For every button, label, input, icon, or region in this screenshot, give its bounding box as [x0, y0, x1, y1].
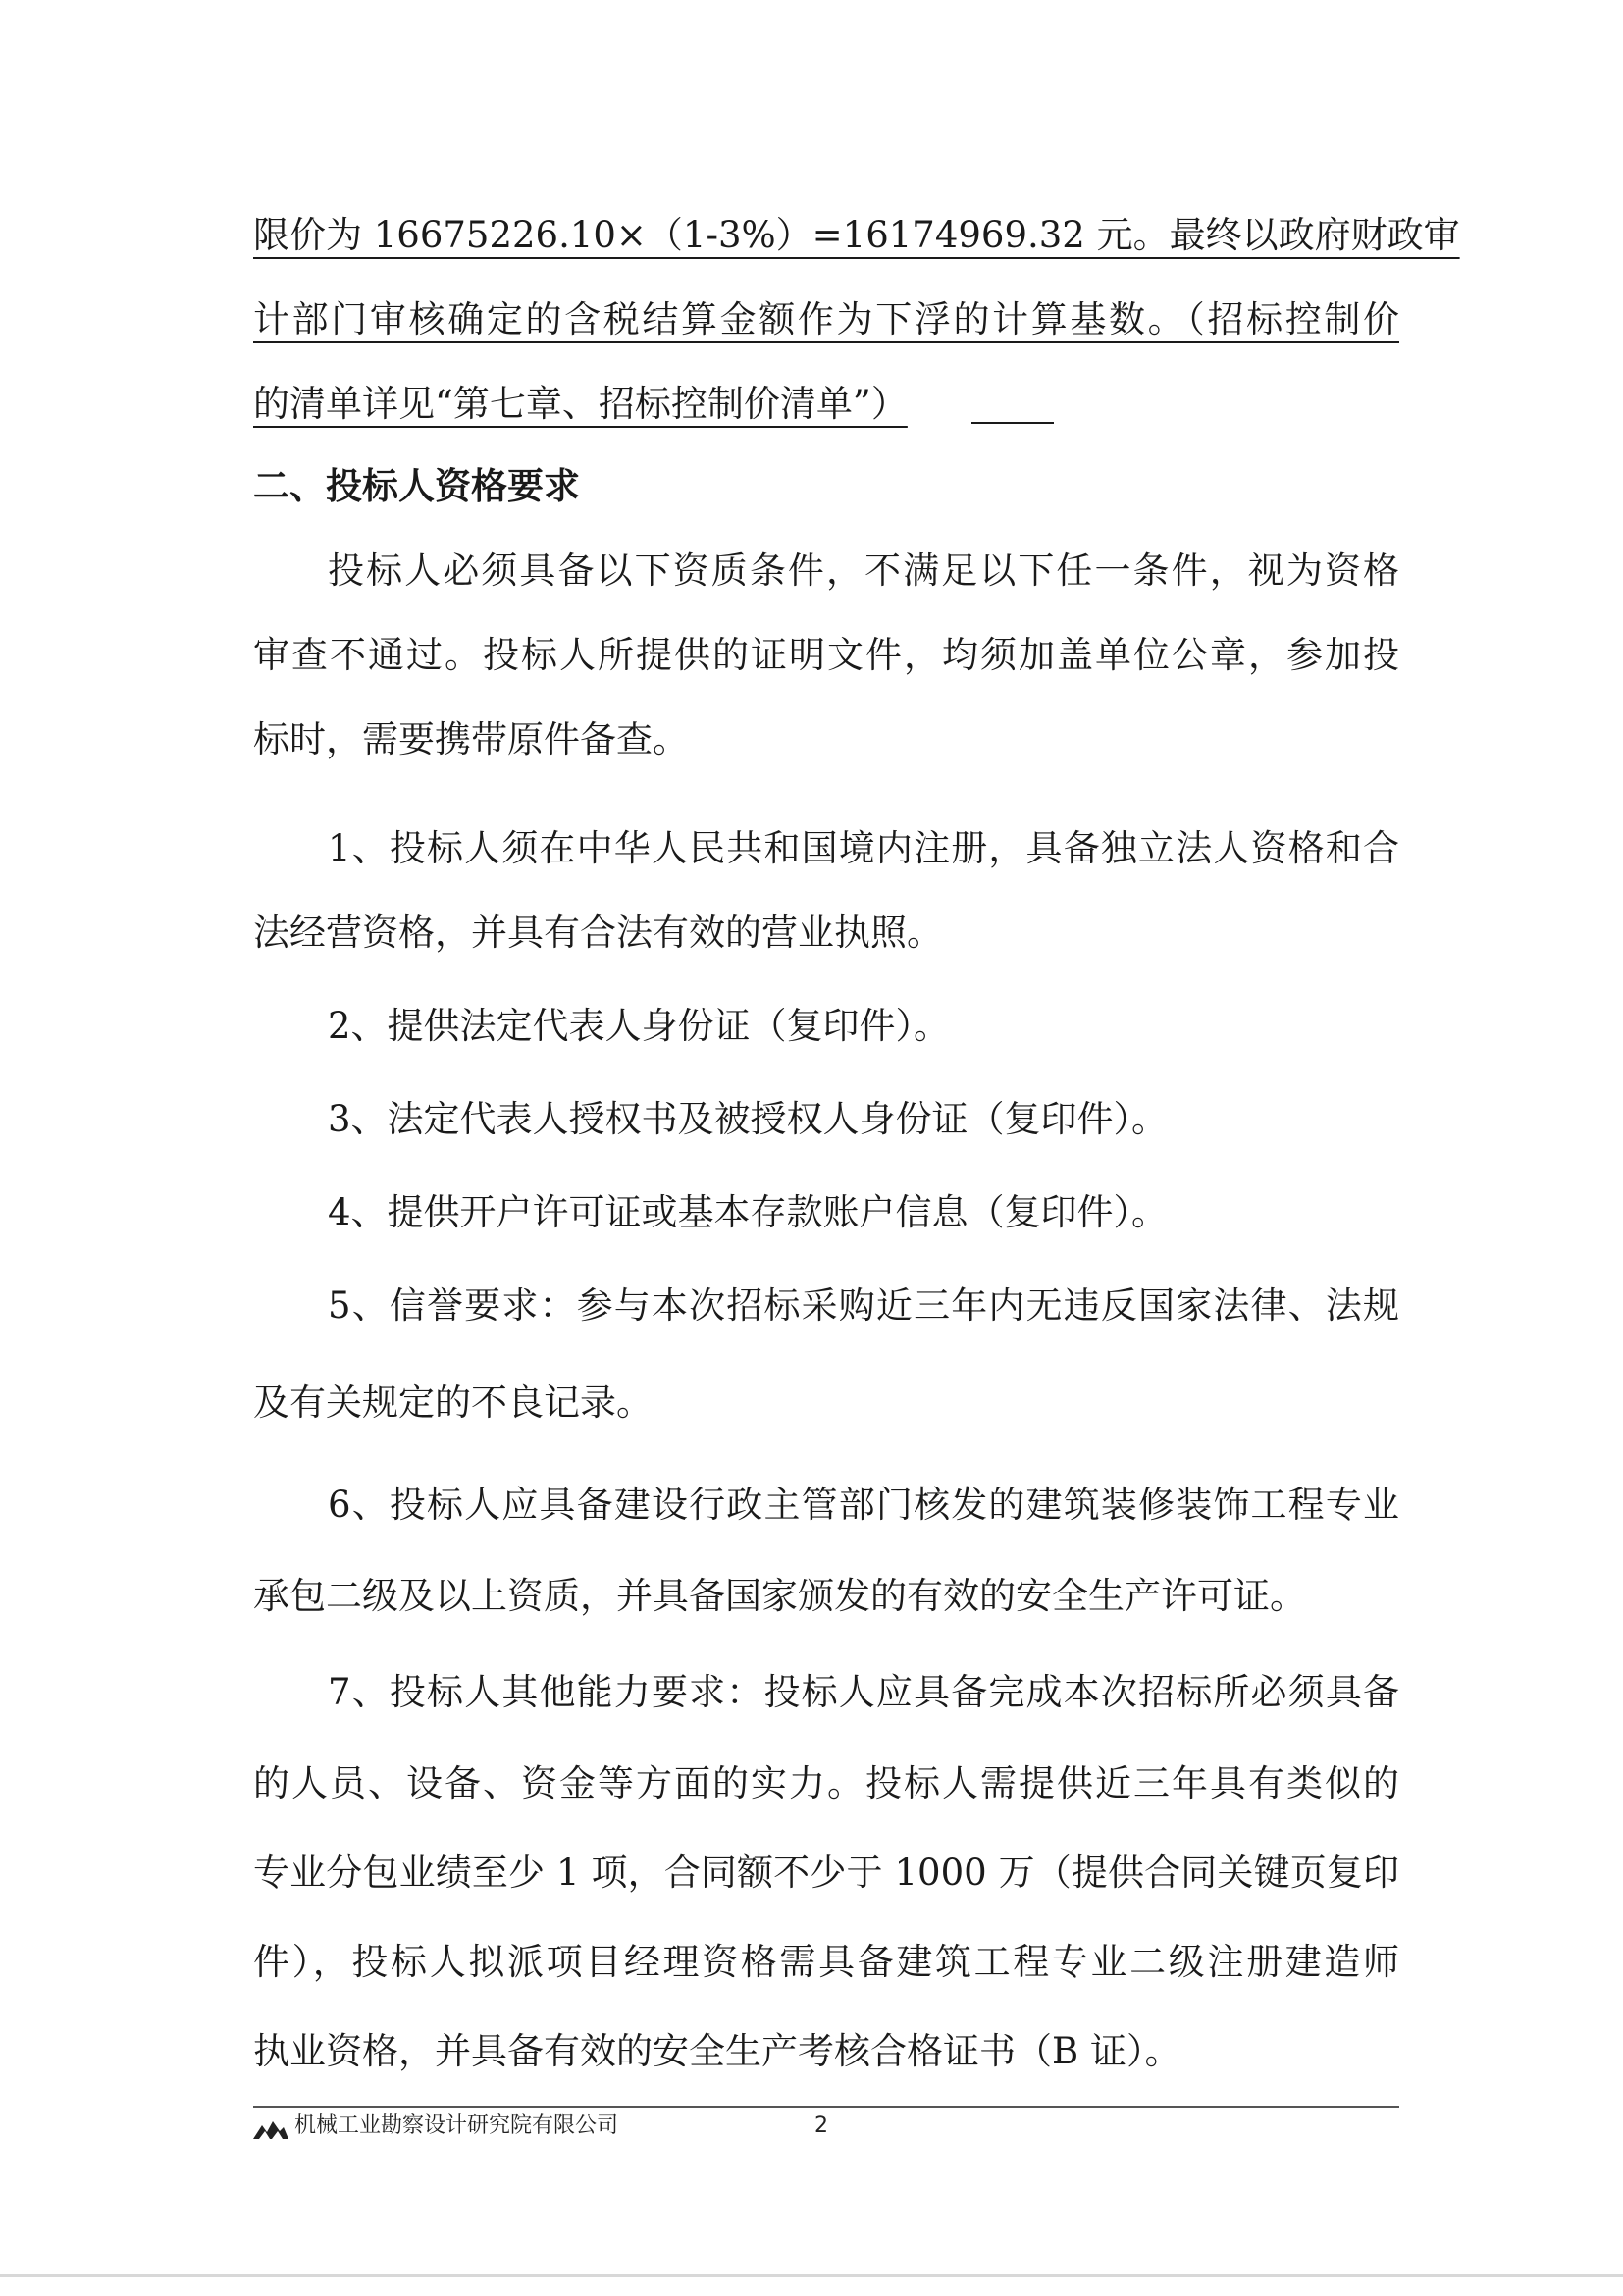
page-number: 2 [814, 2113, 828, 2138]
paragraph-line: 限价为 16675226.10×（1-3%）=16174969.32 元。最终以政府财政审 [253, 214, 1460, 256]
scan-edge [0, 2274, 1623, 2277]
underline-blank [971, 422, 1054, 424]
list-item: 4、提供开户许可证或基本存款账户信息（复印件）。 [328, 1191, 1169, 1233]
paragraph-line: 计部门审核确定的含税结算金额作为下浮的计算基数。（招标控制价 [253, 298, 1399, 340]
paragraph-line: 投标人必须具备以下资质条件，不满足以下任一条件，视为资格 [328, 549, 1399, 592]
footer-company [253, 2110, 618, 2143]
section-heading: 二、投标人资格要求 [253, 465, 580, 507]
list-item: 5、信誉要求：参与本次招标采购近三年内无违反国家法律、法规 [328, 1284, 1399, 1327]
list-item: 3、法定代表人授权书及被授权人身份证（复印件）。 [328, 1098, 1169, 1140]
list-item: 2、提供法定代表人身份证（复印件）。 [328, 1005, 951, 1047]
list-item: 1、投标人须在中华人民共和国境内注册，具备独立法人资格和合 [328, 827, 1399, 869]
footer-divider [253, 2106, 1399, 2108]
company-name: 机械工业勘察设计研究院有限公司 [294, 2113, 619, 2138]
company-logo-icon [253, 2116, 288, 2136]
paragraph-line: 标时，需要携带原件备查。 [253, 718, 689, 760]
paragraph-line: 的清单详见“第七章、招标控制价清单”） [253, 383, 908, 425]
list-item: 6、投标人应具备建设行政主管部门核发的建筑装修装饰工程专业 [328, 1484, 1399, 1526]
list-item: 的人员、设备、资金等方面的实力。投标人需提供近三年具有类似的 [253, 1762, 1399, 1804]
list-item: 及有关规定的不良记录。 [253, 1382, 653, 1424]
list-item: 件），投标人拟派项目经理资格需具备建筑工程专业二级注册建造师 [253, 1941, 1399, 1983]
list-item: 执业资格，并具备有效的安全生产考核合格证书（B 证）。 [253, 2030, 1181, 2072]
list-item: 法经营资格，并具有合法有效的营业执照。 [253, 912, 943, 954]
list-item: 7、投标人其他能力要求：投标人应具备完成本次招标所必须具备 [328, 1671, 1399, 1713]
list-item: 专业分包业绩至少 1 项，合同额不少于 1000 万（提供合同关键页复印 [253, 1852, 1399, 1894]
list-item: 承包二级及以上资质，并具备国家颁发的有效的安全生产许可证。 [253, 1575, 1306, 1617]
paragraph-line: 审查不通过。投标人所提供的证明文件，均须加盖单位公章，参加投 [253, 634, 1399, 676]
